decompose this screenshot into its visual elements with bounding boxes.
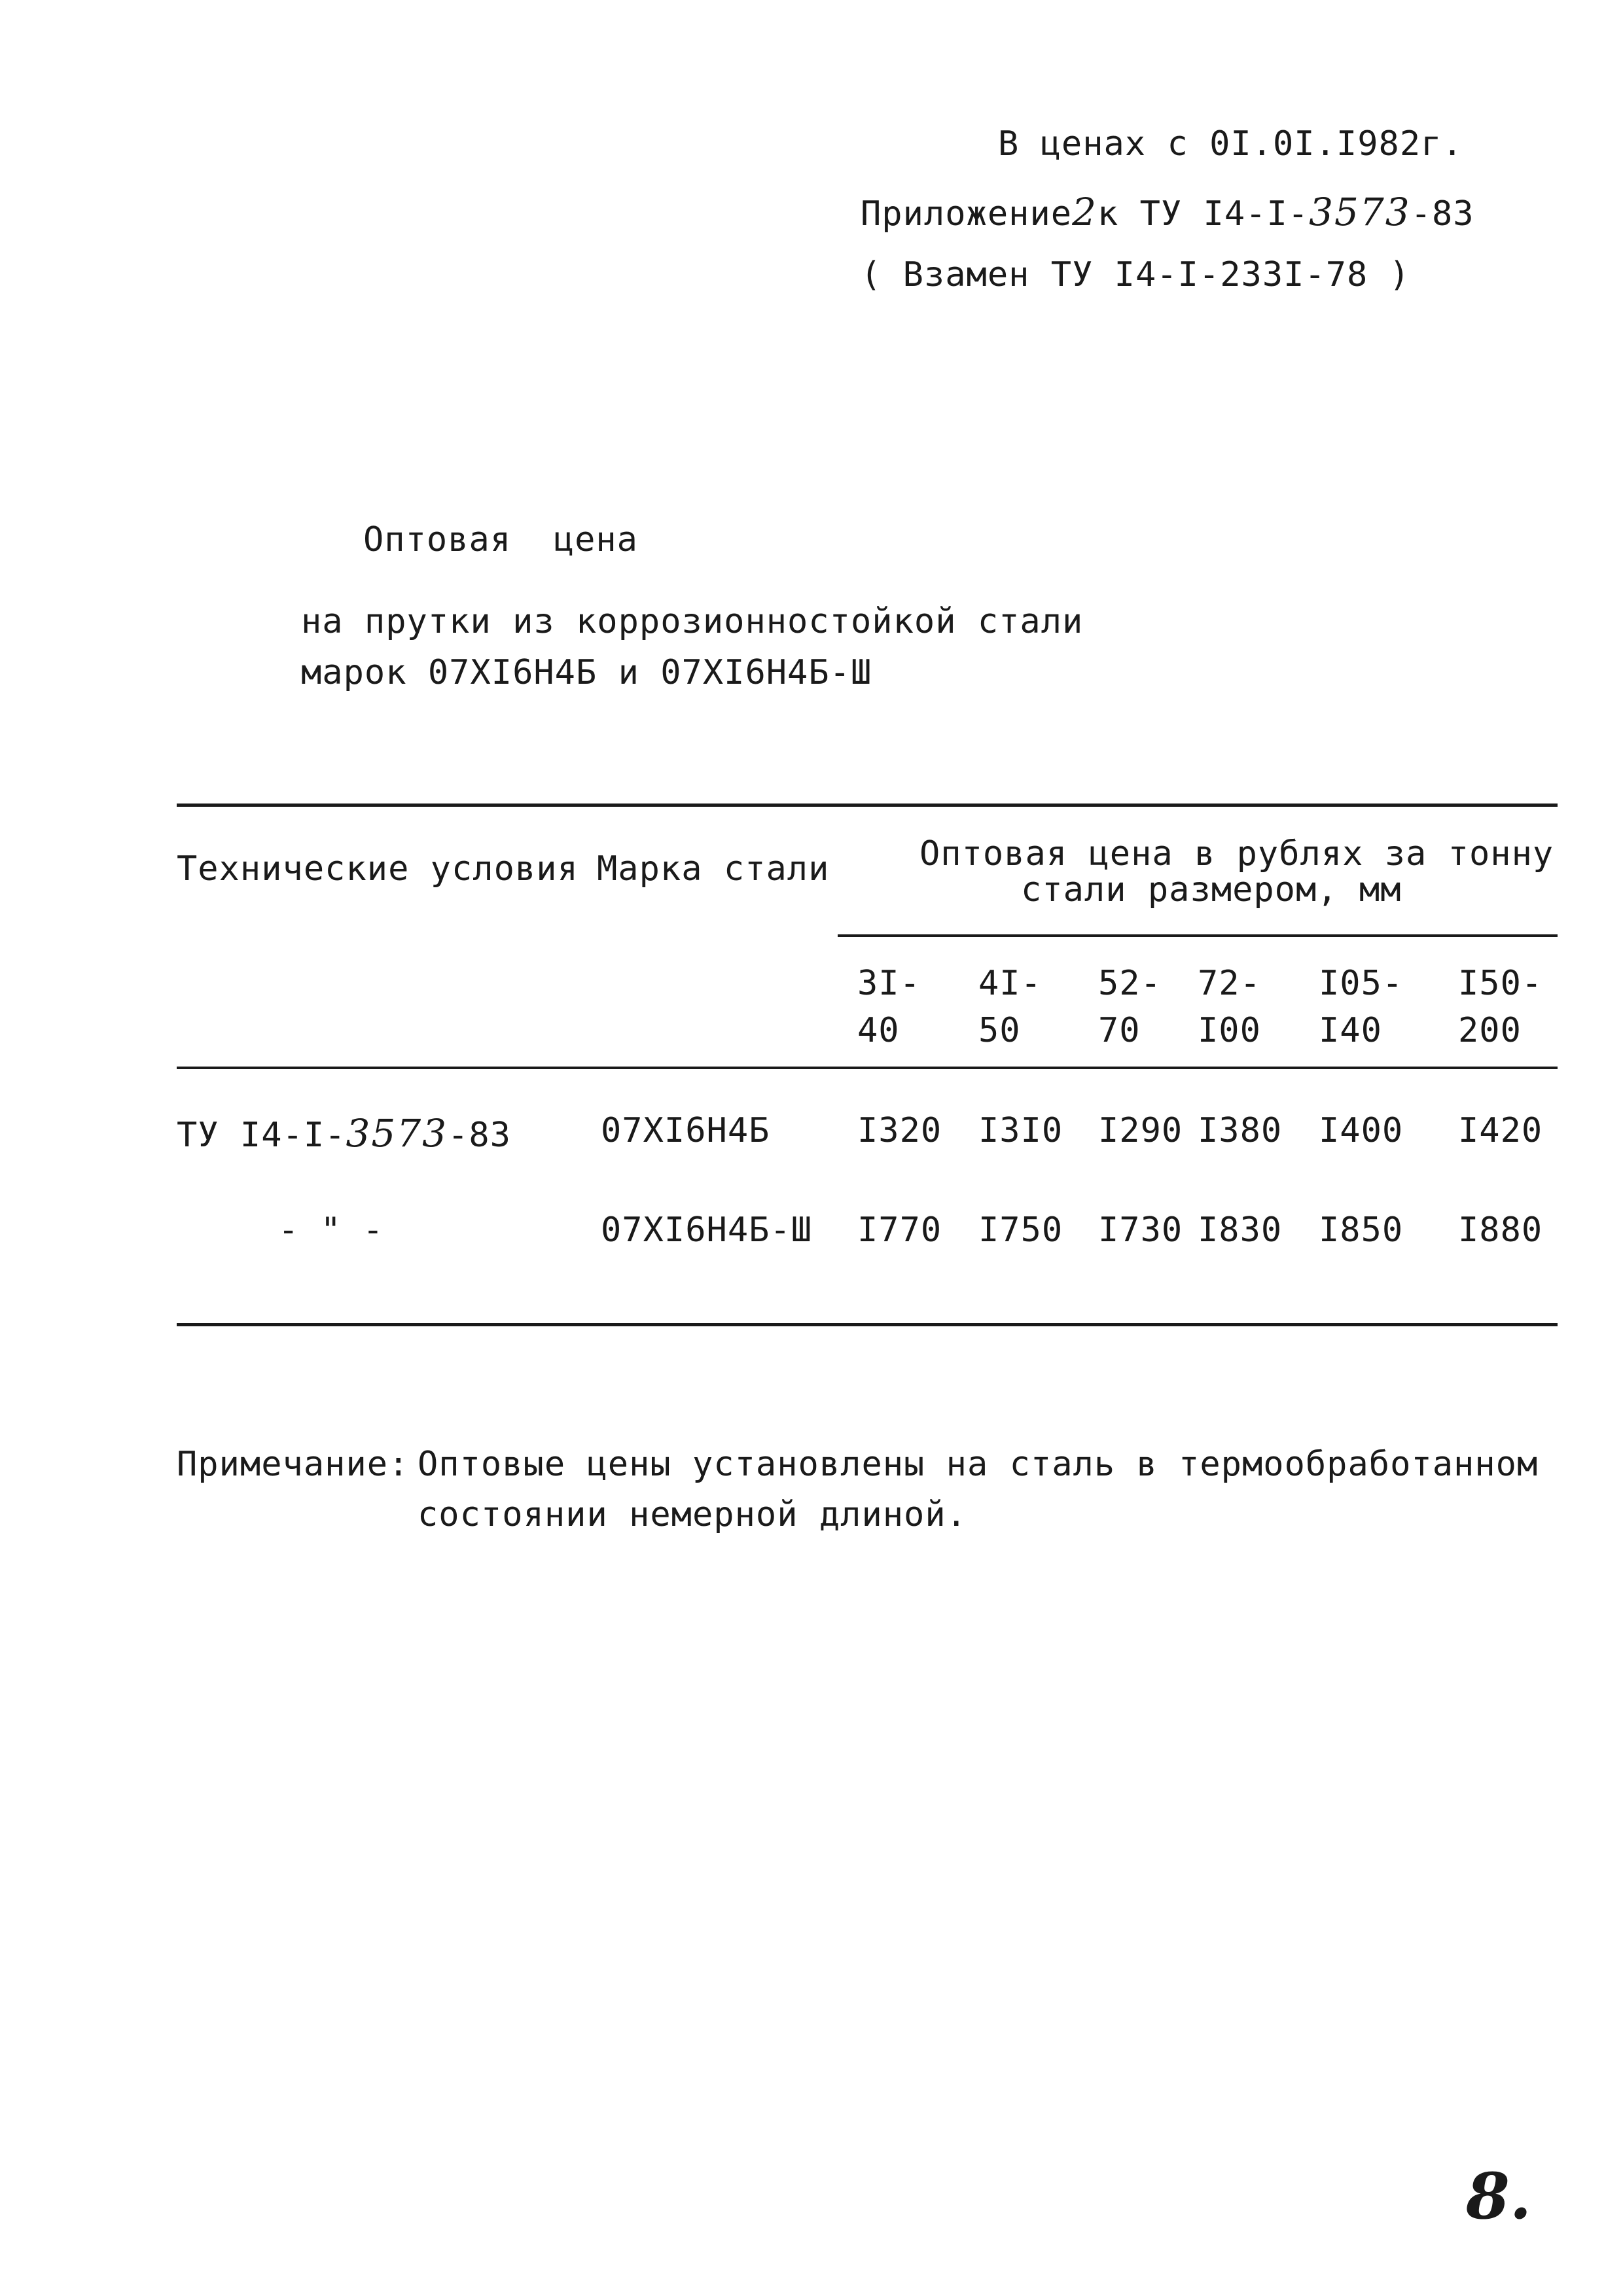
header-tech-conditions: Технические условия xyxy=(177,849,579,889)
title-line-2: на прутки из коррозионностойкой стали xyxy=(301,602,1084,641)
price-cell: I420 xyxy=(1458,1111,1543,1150)
table-row-2-tech-ditto: - " - xyxy=(278,1210,384,1250)
tech-suffix: -83 xyxy=(448,1116,511,1155)
table-row-1-grade: 07ХI6Н4Б xyxy=(601,1111,770,1150)
header-bottom-rule xyxy=(177,1067,1558,1069)
appendix-prefix: Приложение xyxy=(861,194,1073,234)
price-cell: I770 xyxy=(857,1210,942,1250)
size-range-bottom: 70 xyxy=(1098,1011,1141,1050)
size-range-bottom: I40 xyxy=(1319,1011,1382,1050)
replaces-line: ( Взамен ТУ I4-I-233I-78 ) xyxy=(861,255,1410,294)
size-range-bottom: 200 xyxy=(1458,1011,1522,1050)
appendix-line xyxy=(861,190,1474,234)
price-cell: I750 xyxy=(978,1210,1063,1250)
size-range-top: I50- xyxy=(1458,964,1543,1003)
tech-prefix: ТУ I4-I- xyxy=(177,1116,346,1155)
price-cell: I290 xyxy=(1098,1111,1183,1150)
note-line-2: состоянии немерной длиной. xyxy=(418,1495,967,1534)
price-cell: I400 xyxy=(1319,1111,1404,1150)
page-number: 8. xyxy=(1466,2159,1532,2233)
header-price-line-2: стали размером, мм xyxy=(1021,870,1402,910)
price-cell: I3I0 xyxy=(978,1111,1063,1150)
table-row-2-grade: 07ХI6Н4Б-Ш xyxy=(601,1210,813,1250)
appendix-code-handwritten: 3573 xyxy=(1309,190,1411,234)
table-bottom-rule xyxy=(177,1323,1558,1326)
price-cell: I850 xyxy=(1319,1210,1404,1250)
size-range-top: I05- xyxy=(1319,964,1404,1003)
size-range-top: 3I- xyxy=(857,964,921,1003)
header-price-line-1: Оптовая цена в рублях за тонну xyxy=(919,834,1554,874)
size-range-top: 72- xyxy=(1198,964,1261,1003)
appendix-suffix: -83 xyxy=(1410,194,1474,234)
appendix-mid: к ТУ I4-I- xyxy=(1097,194,1310,234)
note-label: Примечание: xyxy=(177,1445,410,1484)
size-range-top: 4I- xyxy=(978,964,1042,1003)
title-line-1: Оптовая цена xyxy=(363,520,638,559)
size-range-bottom: 40 xyxy=(857,1011,900,1050)
price-cell: I380 xyxy=(1198,1111,1283,1150)
tech-code-handwritten: 3573 xyxy=(346,1111,448,1156)
price-cell: I880 xyxy=(1458,1210,1543,1250)
appendix-number-handwritten: 2 xyxy=(1072,190,1097,234)
prices-date-line: В ценах с 0I.0I.I982г. xyxy=(998,124,1463,164)
note-line-1: Оптовые цены установлены на сталь в термообработанном xyxy=(418,1445,1539,1484)
price-cell: I320 xyxy=(857,1111,942,1150)
title-line-3: марок 07ХI6Н4Б и 07ХI6Н4Б-Ш xyxy=(301,653,872,692)
size-range-bottom: 50 xyxy=(978,1011,1021,1050)
size-range-bottom: I00 xyxy=(1198,1011,1261,1050)
table-top-rule xyxy=(177,804,1558,807)
table-row-1-tech xyxy=(177,1111,511,1156)
price-cell: I730 xyxy=(1098,1210,1183,1250)
size-range-top: 52- xyxy=(1098,964,1162,1003)
subheader-rule xyxy=(838,934,1558,937)
header-steel-grade: Марка стали xyxy=(597,849,830,889)
price-cell: I830 xyxy=(1198,1210,1283,1250)
